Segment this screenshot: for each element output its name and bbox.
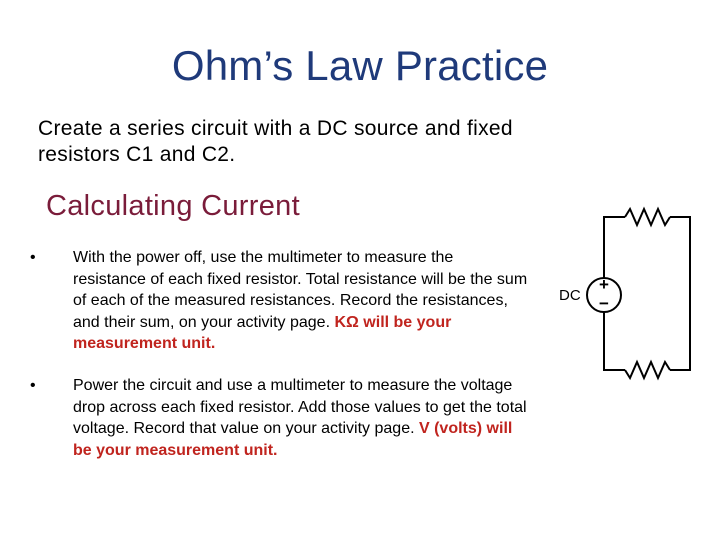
bullet-marker: • bbox=[30, 376, 36, 394]
intro-text: Create a series circuit with a DC source and fixed resistors C1 and C2. bbox=[38, 117, 513, 166]
section-heading: Calculating Current bbox=[46, 190, 300, 222]
resistor-bottom bbox=[625, 362, 670, 378]
plus-symbol: + bbox=[599, 275, 609, 294]
dc-label: DC bbox=[559, 287, 581, 304]
right-wire bbox=[670, 217, 690, 370]
top-wire bbox=[604, 217, 625, 278]
minus-symbol: − bbox=[599, 294, 609, 313]
bullet-list bbox=[30, 247, 530, 481]
bullet-resistance bbox=[30, 247, 530, 355]
bullet-emphasis: V (volts) will be your measurement unit. bbox=[73, 420, 513, 459]
bullet-voltage bbox=[30, 375, 530, 461]
bullet-text: With the power off, use the multimeter to measure the resistance of each fixed resistor. Total resistance will be the sum of each of the measured resistances. Record the resistances, and their sum, on your activity page. bbox=[73, 249, 528, 331]
circuit-diagram bbox=[555, 205, 705, 390]
bullet-marker: • bbox=[30, 249, 36, 266]
bullet-text: Power the circuit and use a multimeter to measure the voltage drop across each fixed resistor. Add those values to get the total voltage. Record that value on your activity page. bbox=[73, 376, 527, 438]
bullet-emphasis: KΩ will be your measurement unit. bbox=[73, 313, 452, 353]
resistor-top bbox=[625, 209, 670, 225]
bottom-wire bbox=[604, 312, 625, 370]
slide-title: Ohm’s Law Practice bbox=[171, 42, 549, 89]
